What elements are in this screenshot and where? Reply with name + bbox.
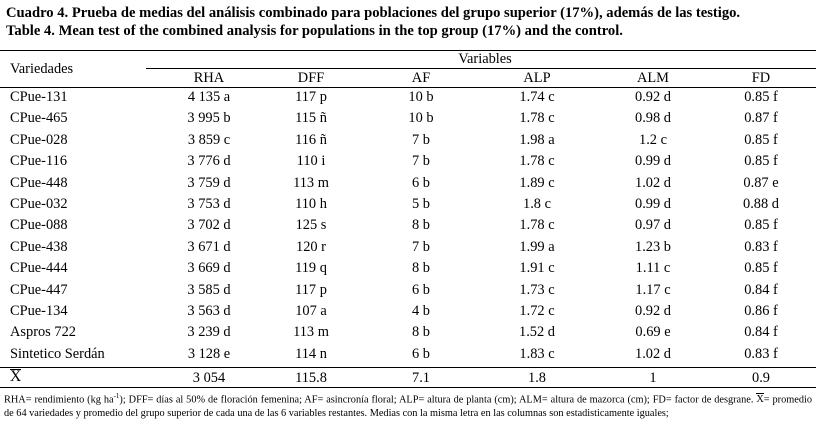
row-variety-name: CPue-444 <box>10 260 68 277</box>
row-cell-fd: 0.87 f <box>744 110 778 127</box>
x-bar-symbol: X <box>10 368 22 385</box>
row-cell-alm: 1.23 b <box>635 238 671 255</box>
row-cell-alm: 0.92 d <box>635 303 671 319</box>
row-cell-alm: 1.2 c <box>639 131 667 148</box>
row-cell-alp: 1.8 c <box>523 196 551 212</box>
row-cell-alp: 1.98 a <box>519 131 555 148</box>
row-cell-alp: 1.89 c <box>519 174 555 191</box>
row-cell-fd: 0.85 f <box>744 260 778 277</box>
row-cell-af: 10 b <box>408 89 434 105</box>
header-varieties: Variedades <box>10 61 74 77</box>
row-cell-dff: 110 h <box>295 196 327 212</box>
row-cell-rha: 3 859 c <box>187 131 231 148</box>
row-variety-name: CPue-438 <box>10 238 68 255</box>
row-cell-fd: 0.83 f <box>744 345 778 362</box>
row-cell-rha: 3 753 d <box>187 196 231 212</box>
row-cell-alp: 1.99 a <box>519 238 555 255</box>
row-cell-alm: 0.98 d <box>635 110 671 127</box>
row-cell-dff: 117 p <box>295 281 327 298</box>
mean-cell-fd: 0.9 <box>752 370 770 386</box>
row-cell-fd: 0.85 f <box>744 217 778 234</box>
row-variety-name: CPue-088 <box>10 217 68 234</box>
bottom-rule <box>0 387 816 388</box>
mean-cell-alm: 1 <box>649 370 657 386</box>
mean-top-rule <box>0 367 816 368</box>
row-cell-rha: 3 671 d <box>187 238 231 255</box>
row-cell-alm: 1.02 d <box>635 174 671 191</box>
header-rha: RHA <box>193 70 225 86</box>
row-cell-alm: 1.17 c <box>635 281 671 298</box>
row-cell-alm: 0.97 d <box>635 217 671 234</box>
row-cell-rha: 3 563 d <box>187 303 231 319</box>
row-cell-fd: 0.87 e <box>743 174 779 191</box>
row-cell-alm: 0.69 e <box>635 324 671 341</box>
header-af: AF <box>411 70 431 86</box>
row-cell-af: 7 b <box>412 238 430 255</box>
row-cell-alp: 1.83 c <box>519 345 555 362</box>
header-variables: Variables <box>458 51 512 67</box>
row-cell-af: 5 b <box>412 196 430 212</box>
row-cell-dff: 120 r <box>296 238 326 255</box>
mean-cell-af: 7.1 <box>412 370 430 386</box>
row-cell-dff: 119 q <box>295 260 327 277</box>
row-cell-alp: 1.52 d <box>519 324 555 341</box>
row-variety-name: Aspros 722 <box>10 324 76 341</box>
mean-cell-alp: 1.8 <box>528 370 546 386</box>
row-variety-name: CPue-131 <box>10 89 68 105</box>
row-cell-fd: 0.86 f <box>744 303 778 319</box>
footnote-superscript: -1 <box>113 392 120 400</box>
row-cell-dff: 114 n <box>295 345 327 362</box>
table-footnote <box>4 390 812 420</box>
row-cell-rha: 3 239 d <box>187 324 231 341</box>
row-cell-rha: 3 669 d <box>187 260 231 277</box>
footnote-part1: RHA= rendimiento (kg ha <box>4 394 114 406</box>
row-cell-alp: 1.91 c <box>519 260 555 277</box>
row-variety-name: CPue-032 <box>10 196 68 212</box>
row-cell-af: 10 b <box>408 110 434 127</box>
row-cell-af: 4 b <box>412 303 430 319</box>
row-cell-af: 8 b <box>412 324 430 341</box>
caption-spanish: Cuadro 4. Prueba de medias del análisis combinado para poblaciones del grupo superior (17%), además de las testigo. <box>6 5 741 21</box>
row-cell-dff: 107 a <box>295 303 327 319</box>
footnote-part3: = promedio de 64 variedades y promedio del grupo superior de cada una de las 6 variables restantes. Medias con la misma letra en las columnas son estadisticamente iguales; <box>4 394 812 419</box>
row-cell-alp: 1.73 c <box>519 281 555 298</box>
row-variety-name: CPue-448 <box>10 174 68 191</box>
mean-cell-rha: 3 054 <box>192 370 226 386</box>
row-cell-af: 8 b <box>412 217 430 234</box>
row-cell-alm: 1.02 d <box>635 345 671 362</box>
row-cell-rha: 4 135 a <box>187 89 231 105</box>
row-cell-fd: 0.85 f <box>744 131 778 148</box>
row-cell-alm: 0.92 d <box>635 89 671 105</box>
row-cell-fd: 0.84 f <box>744 281 778 298</box>
row-cell-rha: 3 995 b <box>187 110 231 127</box>
row-cell-fd: 0.88 d <box>743 196 779 212</box>
row-cell-dff: 113 m <box>293 174 329 191</box>
mean-row-label <box>10 368 21 386</box>
row-cell-af: 7 b <box>412 131 430 148</box>
row-cell-alm: 0.99 d <box>635 196 671 212</box>
row-cell-fd: 0.83 f <box>744 238 778 255</box>
row-cell-alp: 1.78 c <box>519 217 555 234</box>
header-alp: ALP <box>523 70 551 86</box>
row-cell-alm: 1.11 c <box>635 260 671 277</box>
row-cell-dff: 110 i <box>296 153 326 170</box>
row-cell-fd: 0.84 f <box>744 324 778 341</box>
row-cell-alp: 1.78 c <box>519 153 555 170</box>
row-variety-name: CPue-028 <box>10 131 68 148</box>
row-cell-dff: 125 s <box>295 217 327 234</box>
row-cell-fd: 0.85 f <box>744 153 778 170</box>
row-cell-af: 6 b <box>412 345 430 362</box>
caption-english: Table 4. Mean test of the combined analysis for populations in the top group (17%) and the control. <box>6 23 623 39</box>
row-cell-dff: 113 m <box>293 324 329 341</box>
row-variety-name: Sintetico Serdán <box>10 345 105 362</box>
row-cell-rha: 3 702 d <box>187 217 231 234</box>
footnote-x-bar: X <box>756 394 764 406</box>
top-rule <box>0 50 816 51</box>
row-cell-fd: 0.85 f <box>744 89 778 105</box>
row-cell-alp: 1.74 c <box>519 89 555 105</box>
row-cell-alm: 0.99 d <box>635 153 671 170</box>
row-variety-name: CPue-465 <box>10 110 68 127</box>
row-cell-af: 7 b <box>412 153 430 170</box>
row-cell-rha: 3 585 d <box>187 281 231 298</box>
mean-cell-dff: 115.8 <box>295 370 327 386</box>
row-cell-af: 6 b <box>412 281 430 298</box>
row-cell-rha: 3 776 d <box>187 153 231 170</box>
row-cell-dff: 115 ñ <box>295 110 327 127</box>
row-cell-alp: 1.78 c <box>519 110 555 127</box>
row-variety-name: CPue-134 <box>10 303 68 319</box>
header-dff: DFF <box>297 70 325 86</box>
row-cell-dff: 117 p <box>295 89 327 105</box>
row-variety-name: CPue-116 <box>10 153 68 170</box>
header-fd: FD <box>751 70 771 86</box>
row-cell-rha: 3 128 e <box>187 345 231 362</box>
row-cell-alp: 1.72 c <box>519 303 555 319</box>
table-caption <box>6 4 812 40</box>
row-cell-af: 8 b <box>412 260 430 277</box>
row-cell-af: 6 b <box>412 174 430 191</box>
row-variety-name: CPue-447 <box>10 281 68 298</box>
footnote-part2: ); DFF= días al 50% de floración femenina; AF= asincronía floral; ALP= altura de planta (cm); ALM= altura de mazorca (cm); FD= factor de desgrane. <box>119 394 757 406</box>
row-cell-rha: 3 759 d <box>187 174 231 191</box>
row-cell-dff: 116 ñ <box>295 131 327 148</box>
header-alm: ALM <box>637 70 669 86</box>
